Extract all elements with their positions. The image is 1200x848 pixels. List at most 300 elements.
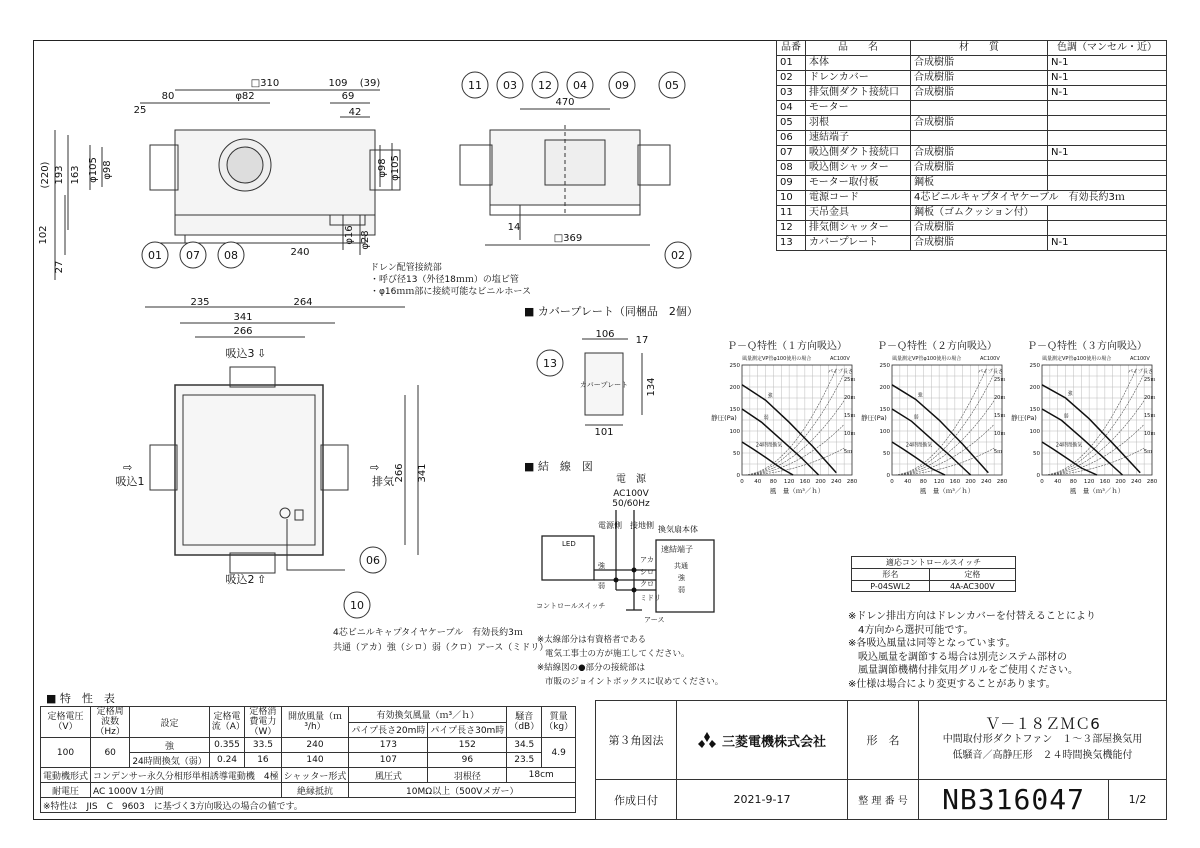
y-tick-label: 0 bbox=[736, 473, 740, 479]
pq-chart-3 bbox=[1011, 339, 1158, 495]
dim-163: 163 bbox=[70, 165, 81, 185]
spec-h-open-airflow: 開放風量（ｍ³/h） bbox=[281, 707, 349, 738]
parts-cell bbox=[1048, 221, 1167, 236]
dim-106: 106 bbox=[595, 329, 615, 340]
spec-h-effective-airflow: 有効換気風量（ｍ³／ｈ） bbox=[349, 707, 507, 723]
earth-label: アース bbox=[644, 616, 665, 624]
parts-cell: モーター bbox=[806, 101, 911, 116]
pq-chart-1-voltage: AC100V bbox=[830, 356, 850, 362]
dim-d16: φ16 bbox=[344, 225, 355, 245]
spec-fan: 18cm bbox=[507, 768, 576, 783]
y-tick-label: 150 bbox=[729, 407, 740, 413]
parts-cell: 合成樹脂 bbox=[911, 71, 1048, 86]
x-tick-label: 280 bbox=[1146, 479, 1158, 485]
wiring-notes bbox=[537, 633, 723, 689]
parts-cell: 合成樹脂 bbox=[911, 221, 1048, 236]
parts-header-color: 色調（マンセル・近） bbox=[1048, 41, 1167, 56]
label-intake-1: 吸込1 bbox=[115, 475, 145, 488]
pipe-length-label: 20ｍ bbox=[994, 395, 1006, 401]
series-label: 24時間換気 bbox=[755, 442, 783, 449]
pipe-length-label: 5ｍ bbox=[994, 449, 1003, 455]
parts-row bbox=[777, 146, 1167, 161]
dim-d98-left: φ98 bbox=[102, 160, 113, 180]
x-tick-label: 240 bbox=[831, 479, 842, 485]
note-right-3: ※各吸込風量は同等となっています。 bbox=[848, 638, 1016, 649]
parts-cell: ドレンカバー bbox=[806, 71, 911, 86]
wiring-note-2: 電気工事士の方が施工してください。 bbox=[545, 649, 690, 659]
wiring-title: ■ 結 線 図 bbox=[524, 460, 593, 473]
pipe-length-label: 25ｍ bbox=[844, 377, 856, 383]
spec-footnote: ※特性は JIS C 9603 に基づく3方向吸込の場合の値です。 bbox=[41, 798, 576, 813]
pipe-length-title: パイプ長さ bbox=[828, 369, 853, 375]
spec-insul: 10MΩ以上（500Vメガー） bbox=[349, 783, 576, 798]
y-tick-label: 50 bbox=[1033, 451, 1040, 457]
parts-cell: モーター取付板 bbox=[806, 176, 911, 191]
parts-header-no: 品番 bbox=[777, 41, 806, 56]
pipe-resistance-curve bbox=[742, 374, 844, 475]
pq-chart-1-title: Ｐ－Ｑ特性（１方向吸込） bbox=[727, 341, 847, 352]
y-tick-label: 200 bbox=[1029, 385, 1040, 391]
parts-cell: 01 bbox=[777, 56, 806, 71]
series-label: 強 bbox=[917, 392, 923, 399]
spec-table bbox=[40, 706, 576, 813]
y-tick-label: 100 bbox=[1029, 429, 1040, 435]
balloon-04: 04 bbox=[573, 79, 587, 92]
y-tick-label: 100 bbox=[729, 429, 740, 435]
parts-cell: 合成樹脂 bbox=[911, 236, 1048, 251]
dim-80: 80 bbox=[161, 91, 175, 102]
balloon-01: 01 bbox=[148, 249, 162, 262]
arrow-right-icon: ⇨ bbox=[370, 461, 380, 474]
pipe-length-label: 5ｍ bbox=[844, 449, 853, 455]
parts-cell: N-1 bbox=[1048, 146, 1167, 161]
x-tick-label: 240 bbox=[1131, 479, 1142, 485]
spec-footnote-row bbox=[41, 798, 576, 813]
wiring-note-3: ※結線図の●部分の接続部は bbox=[537, 663, 646, 673]
parts-cell bbox=[1048, 161, 1167, 176]
parts-row bbox=[777, 191, 1167, 206]
drain-note-line1: ・呼び径13（外径18ｍｍ）の塩ビ管 bbox=[370, 275, 519, 285]
parts-cell bbox=[1048, 101, 1167, 116]
projection-method: 第３角図法 bbox=[595, 700, 677, 780]
parts-row bbox=[777, 236, 1167, 251]
dim-101: 101 bbox=[594, 427, 614, 438]
dim-109: 109 bbox=[328, 78, 348, 89]
cover-plate-label: カバープレート bbox=[579, 381, 629, 389]
dim-264: 264 bbox=[293, 297, 313, 308]
parts-cell: 鋼板（ゴムクッション付） bbox=[911, 206, 1048, 221]
dim-266-top: 266 bbox=[233, 326, 253, 337]
parts-row bbox=[777, 116, 1167, 131]
balloon-11: 11 bbox=[468, 79, 482, 92]
spec-cell: 173 bbox=[349, 738, 428, 753]
model-cell bbox=[918, 700, 1167, 780]
spec-cell: 34.5 bbox=[507, 738, 542, 753]
x-tick-label: 120 bbox=[1083, 479, 1095, 485]
spec-mass: 4.9 bbox=[542, 738, 576, 768]
wire-white-label: シロ bbox=[640, 568, 654, 576]
parts-cell: 08 bbox=[777, 161, 806, 176]
dim-w369: □369 bbox=[553, 233, 583, 244]
cable-note bbox=[333, 626, 548, 656]
wire-green-label: ミドリ bbox=[640, 594, 661, 602]
spec-cell: 0.24 bbox=[209, 753, 245, 768]
dim-17: 17 bbox=[635, 335, 649, 346]
drain-note-line2: ・φ16ｍｍ部に接続可能なビニルホース bbox=[370, 287, 531, 297]
arrow-down-icon: ⇩ bbox=[257, 347, 267, 360]
dim-69: 69 bbox=[341, 91, 355, 102]
spec-h-voltage: 定格電圧（V） bbox=[41, 707, 91, 738]
terminal-strong: 強 bbox=[678, 574, 685, 582]
spec-volt-label: 耐電圧 bbox=[41, 783, 91, 798]
pipe-length-label: 25ｍ bbox=[994, 377, 1006, 383]
x-tick-label: 80 bbox=[769, 479, 777, 485]
spec-insul-label: 絶縁抵抗 bbox=[281, 783, 349, 798]
y-axis-label: 静圧(Pa) bbox=[1011, 414, 1037, 422]
spec-row-motor bbox=[41, 768, 576, 783]
parts-row bbox=[777, 161, 1167, 176]
control-switch-model: P-04SWL2 bbox=[852, 581, 930, 592]
series-label: 24時間換気 bbox=[905, 442, 933, 449]
series-label: 弱 bbox=[763, 415, 769, 422]
parts-row bbox=[777, 206, 1167, 221]
front-balloons bbox=[135, 230, 255, 270]
unit-title: 換気扇本体 bbox=[658, 525, 698, 534]
parts-cell: 12 bbox=[777, 221, 806, 236]
x-tick-label: 200 bbox=[965, 479, 976, 485]
note-right-6: ※仕様は場合により変更することがあります。 bbox=[848, 678, 1056, 690]
pipe-length-label: 10ｍ bbox=[1144, 431, 1156, 437]
x-tick-label: 160 bbox=[949, 479, 961, 485]
pq-chart-3-note: 風量測定VP管φ100使用の場合 bbox=[1042, 356, 1112, 362]
label-power-side: 電源側 bbox=[598, 521, 622, 530]
side-view-drawing bbox=[450, 65, 700, 275]
pipe-length-label: 10ｍ bbox=[844, 431, 856, 437]
parts-cell bbox=[1048, 131, 1167, 146]
x-tick-label: 0 bbox=[740, 479, 744, 485]
y-axis-label: 静圧(Pa) bbox=[861, 414, 887, 422]
x-tick-label: 200 bbox=[1115, 479, 1126, 485]
parts-cell: 合成樹脂 bbox=[911, 146, 1048, 161]
balloon-13: 13 bbox=[543, 357, 557, 370]
parts-cell: N-1 bbox=[1048, 86, 1167, 101]
pipe-length-label: 15ｍ bbox=[844, 413, 856, 419]
parts-cell: 速結端子 bbox=[806, 131, 911, 146]
dim-w310: □310 bbox=[250, 78, 280, 89]
x-tick-label: 160 bbox=[799, 479, 811, 485]
parts-cell: 11 bbox=[777, 206, 806, 221]
parts-cell: 合成樹脂 bbox=[911, 56, 1048, 71]
parts-cell bbox=[1048, 176, 1167, 191]
spec-h-pipe-30m: パイプ長さ30m時 bbox=[428, 722, 507, 738]
spec-cell: 16 bbox=[245, 753, 281, 768]
spec-cell: 0.355 bbox=[209, 738, 245, 753]
label-intake-3: 吸込3 bbox=[225, 347, 255, 360]
drawing-number: NB316047 bbox=[918, 779, 1109, 820]
series-label: 弱 bbox=[913, 414, 919, 421]
spec-row-electrical bbox=[41, 783, 576, 798]
spec-h-mass: 質量（kg） bbox=[542, 707, 576, 738]
pq-chart-2-voltage: AC100V bbox=[980, 356, 1000, 362]
spec-cell: 96 bbox=[428, 753, 507, 768]
y-tick-label: 0 bbox=[1036, 473, 1040, 479]
note-right-5: 風量調節機構付排気用グリルをご使用ください。 bbox=[848, 665, 1078, 676]
x-tick-label: 40 bbox=[754, 479, 762, 485]
x-axis-label: 風 量（ｍ³／ｈ） bbox=[919, 487, 975, 495]
wiring-diagram bbox=[536, 470, 726, 630]
spec-frequency: 60 bbox=[91, 738, 130, 768]
parts-cell: 13 bbox=[777, 236, 806, 251]
parts-row bbox=[777, 86, 1167, 101]
model-name: Ｖ－１８ＺＭＣ6 bbox=[985, 715, 1100, 733]
control-switch-header-model: 形名 bbox=[852, 569, 930, 581]
arrow-right-icon: ⇨ bbox=[123, 461, 133, 474]
company-name: 三菱電機株式会社 bbox=[721, 734, 826, 750]
parts-header-material: 材 質 bbox=[911, 41, 1048, 56]
switch-caption: コントロールスイッチ bbox=[536, 602, 606, 610]
pipe-length-label: 15ｍ bbox=[994, 413, 1006, 419]
parts-cell: 排気側ダクト接続口 bbox=[806, 86, 911, 101]
cover-plate-title: ■ カバープレート（同梱品 2個） bbox=[524, 305, 698, 318]
cable-note-line2: 共通（アカ）強（シロ）弱（クロ）アース（ミドリ） bbox=[333, 643, 549, 653]
parts-header-name: 品 名 bbox=[806, 41, 911, 56]
x-axis-label: 風 量（ｍ³／ｈ） bbox=[1069, 487, 1125, 495]
pq-chart-2 bbox=[861, 339, 1008, 495]
y-tick-label: 200 bbox=[729, 385, 740, 391]
spec-table-title: ■ 特 性 表 bbox=[46, 692, 115, 705]
balloon-12: 12 bbox=[538, 79, 552, 92]
spec-cell: 107 bbox=[349, 753, 428, 768]
model-desc-1: 中間取付形ダクトファン １～３部屋換気用 bbox=[942, 734, 1143, 745]
y-tick-label: 150 bbox=[1029, 407, 1040, 413]
spec-volt: AC 1000V 1分間 bbox=[91, 783, 282, 798]
control-switch-table bbox=[851, 556, 1016, 592]
parts-cell: 鋼板 bbox=[911, 176, 1048, 191]
parts-row bbox=[777, 131, 1167, 146]
wiring-note-1: ※太線部分は有資格者である bbox=[537, 635, 647, 645]
company-cell bbox=[676, 700, 848, 780]
x-tick-label: 40 bbox=[904, 479, 912, 485]
y-tick-label: 50 bbox=[733, 451, 740, 457]
pipe-length-label: 15ｍ bbox=[1144, 413, 1156, 419]
dim-341-right: 341 bbox=[417, 463, 428, 483]
parts-cell: 吸込側ダクト接続口 bbox=[806, 146, 911, 161]
spec-cell: 24時間換気（弱） bbox=[130, 753, 209, 768]
parts-row bbox=[777, 56, 1167, 71]
pq-chart-3-voltage: AC100V bbox=[1130, 356, 1150, 362]
parts-table-header bbox=[777, 41, 1167, 56]
y-tick-label: 100 bbox=[879, 429, 890, 435]
switch-weak-label: 弱 bbox=[598, 582, 605, 590]
spec-h-current: 定格電流（A） bbox=[209, 707, 245, 738]
pipe-length-label: 10ｍ bbox=[994, 431, 1006, 437]
series-label: 強 bbox=[767, 393, 773, 400]
parts-row bbox=[777, 71, 1167, 86]
cable-note-line1: 4芯ビニルキャプタイヤケーブル 有効長約3ｍ bbox=[333, 628, 523, 638]
pipe-length-label: 5ｍ bbox=[1144, 449, 1153, 455]
parts-cell: 本体 bbox=[806, 56, 911, 71]
dim-14: 14 bbox=[507, 222, 521, 233]
spec-cell: 152 bbox=[428, 738, 507, 753]
x-tick-label: 120 bbox=[933, 479, 945, 485]
x-tick-label: 160 bbox=[1099, 479, 1111, 485]
parts-cell: 合成樹脂 bbox=[911, 116, 1048, 131]
dim-266-right: 266 bbox=[394, 463, 405, 483]
spec-cell: 強 bbox=[130, 738, 209, 753]
y-tick-label: 250 bbox=[729, 363, 740, 369]
parts-cell: 05 bbox=[777, 116, 806, 131]
balloon-03: 03 bbox=[503, 79, 517, 92]
label-exhaust: 排気 bbox=[372, 475, 394, 488]
power-frequency: 50/60Hz bbox=[612, 499, 650, 509]
parts-table bbox=[776, 40, 1167, 251]
pipe-length-label: 20ｍ bbox=[1144, 395, 1156, 401]
drain-note-title: ドレン配管接続部 bbox=[370, 263, 442, 273]
spec-cell: 140 bbox=[281, 753, 349, 768]
y-tick-label: 250 bbox=[879, 363, 890, 369]
dim-d105-right: φ105 bbox=[390, 155, 401, 181]
parts-row bbox=[777, 101, 1167, 116]
parts-row bbox=[777, 176, 1167, 191]
switch-strong-label: 強 bbox=[598, 562, 605, 570]
plan-view-drawing bbox=[95, 295, 440, 645]
dim-d105-left: φ105 bbox=[88, 157, 99, 183]
x-tick-label: 80 bbox=[1069, 479, 1077, 485]
power-label: 電 源 bbox=[616, 474, 646, 485]
dim-d98-right: φ98 bbox=[377, 158, 388, 178]
dim-240: 240 bbox=[290, 247, 310, 258]
power-voltage: AC100V bbox=[613, 489, 649, 499]
parts-cell: 電源コード bbox=[806, 191, 911, 206]
terminal-weak: 弱 bbox=[678, 586, 685, 594]
y-axis-label: 静圧(Pa) bbox=[711, 414, 737, 422]
spec-cell: 33.5 bbox=[245, 738, 281, 753]
spec-cell: 23.5 bbox=[507, 753, 542, 768]
spec-row-strong bbox=[41, 738, 576, 753]
pq-chart-2-title: Ｐ－Ｑ特性（２方向吸込） bbox=[877, 341, 997, 352]
balloon-10: 10 bbox=[350, 599, 364, 612]
note-right-4: 吸込風量を調節する場合は別売システム部材の bbox=[848, 651, 1067, 663]
parts-cell bbox=[911, 131, 1048, 146]
parts-cell: 天吊金具 bbox=[806, 206, 911, 221]
number-label: 整 理 番 号 bbox=[847, 779, 919, 820]
arrow-up-icon: ⇧ bbox=[257, 573, 267, 586]
label-intake-2: 吸込2 bbox=[225, 573, 255, 586]
dim-42: 42 bbox=[348, 107, 362, 118]
control-switch-rating: 4A-AC300V bbox=[929, 581, 1015, 592]
pq-chart-2-note: 風量測定VP管φ100使用の場合 bbox=[892, 356, 962, 362]
x-tick-label: 40 bbox=[1054, 479, 1062, 485]
spec-cell: 240 bbox=[281, 738, 349, 753]
dim-102: 102 bbox=[38, 225, 49, 245]
parts-cell: N-1 bbox=[1048, 236, 1167, 251]
cover-plate-drawing bbox=[530, 325, 670, 440]
dim-470: 470 bbox=[555, 97, 575, 108]
balloon-06: 06 bbox=[366, 554, 380, 567]
dim-39: (39) bbox=[359, 78, 381, 89]
x-tick-label: 120 bbox=[783, 479, 795, 485]
parts-cell: 合成樹脂 bbox=[911, 86, 1048, 101]
control-switch-header-rating: 定格 bbox=[929, 569, 1015, 581]
date-value: 2021-9-17 bbox=[676, 779, 848, 820]
control-switch-title: 適応コントロールスイッチ bbox=[852, 557, 1016, 569]
parts-cell: 02 bbox=[777, 71, 806, 86]
y-tick-label: 50 bbox=[883, 451, 890, 457]
x-tick-label: 280 bbox=[996, 479, 1008, 485]
terminal-common: 共通 bbox=[674, 562, 688, 570]
spec-h-frequency: 定格周波数（Hz） bbox=[91, 707, 130, 738]
wiring-note-4: 市販のジョイントボックスに収めてください。 bbox=[545, 677, 724, 687]
x-axis-label: 風 量（ｍ³／ｈ） bbox=[769, 487, 825, 495]
dim-25: 25 bbox=[133, 105, 147, 116]
balloon-02: 02 bbox=[671, 249, 685, 262]
wire-black-label: クロ bbox=[640, 580, 654, 588]
parts-cell: 4芯ビニルキャプタイヤケーブル 有効長約3ｍ bbox=[911, 191, 1167, 206]
pq-chart-3-title: Ｐ－Ｑ特性（３方向吸込） bbox=[1027, 341, 1147, 352]
parts-row bbox=[777, 221, 1167, 236]
date-label: 作成日付 bbox=[595, 779, 677, 820]
pq-chart-1-note: 風量測定VP管φ100使用の場合 bbox=[742, 356, 812, 362]
pq-charts bbox=[712, 335, 1167, 495]
y-tick-label: 0 bbox=[886, 473, 890, 479]
parts-cell: 合成樹脂 bbox=[911, 161, 1048, 176]
x-tick-label: 280 bbox=[846, 479, 858, 485]
parts-cell: カバープレート bbox=[806, 236, 911, 251]
spec-h-setting: 設定 bbox=[130, 707, 209, 738]
parts-cell: 10 bbox=[777, 191, 806, 206]
dim-134: 134 bbox=[646, 377, 657, 397]
note-right-1: ※ドレン排出方向はドレンカバーを付替えることにより bbox=[848, 611, 1096, 622]
notes-right bbox=[848, 610, 1096, 691]
pipe-length-label: 20ｍ bbox=[844, 395, 856, 401]
x-tick-label: 240 bbox=[981, 479, 992, 485]
spec-h-noise: 騒音（dB） bbox=[507, 707, 542, 738]
dim-220: (220) bbox=[40, 161, 51, 189]
x-tick-label: 0 bbox=[890, 479, 894, 485]
parts-cell: N-1 bbox=[1048, 56, 1167, 71]
dim-193: 193 bbox=[54, 165, 65, 185]
parts-cell: 吸込側シャッター bbox=[806, 161, 911, 176]
spec-motor: コンデンサー永久分相形単相誘導電動機 4極 bbox=[91, 768, 282, 783]
mitsubishi-logo-icon bbox=[698, 732, 716, 748]
parts-cell: 07 bbox=[777, 146, 806, 161]
page-number: 1/2 bbox=[1108, 779, 1167, 820]
dim-d28: φ28 bbox=[360, 230, 371, 250]
y-tick-label: 200 bbox=[879, 385, 890, 391]
pipe-length-title: パイプ長さ bbox=[1128, 369, 1153, 375]
balloon-05: 05 bbox=[665, 79, 679, 92]
spec-h-pipe-20m: パイプ長さ20m時 bbox=[349, 722, 428, 738]
balloon-09: 09 bbox=[615, 79, 629, 92]
parts-cell: 04 bbox=[777, 101, 806, 116]
pipe-length-label: 25ｍ bbox=[1144, 377, 1156, 383]
model-label: 形 名 bbox=[847, 700, 919, 780]
parts-cell bbox=[911, 101, 1048, 116]
spec-shutter: 風圧式 bbox=[349, 768, 428, 783]
model-desc-2: 低騒音／高静圧形 ２４時間換気機能付 bbox=[952, 750, 1133, 761]
spec-fan-label: 羽根径 bbox=[428, 768, 507, 783]
balloon-08: 08 bbox=[224, 249, 238, 262]
spec-motor-label: 電動機形式 bbox=[41, 768, 91, 783]
parts-cell bbox=[1048, 206, 1167, 221]
pipe-length-title: パイプ長さ bbox=[978, 369, 1003, 375]
dim-235: 235 bbox=[190, 297, 210, 308]
y-tick-label: 250 bbox=[1029, 363, 1040, 369]
parts-cell: 排気側シャッター bbox=[806, 221, 911, 236]
x-tick-label: 200 bbox=[815, 479, 826, 485]
series-label: 弱 bbox=[1063, 413, 1069, 420]
spec-voltage: 100 bbox=[41, 738, 91, 768]
